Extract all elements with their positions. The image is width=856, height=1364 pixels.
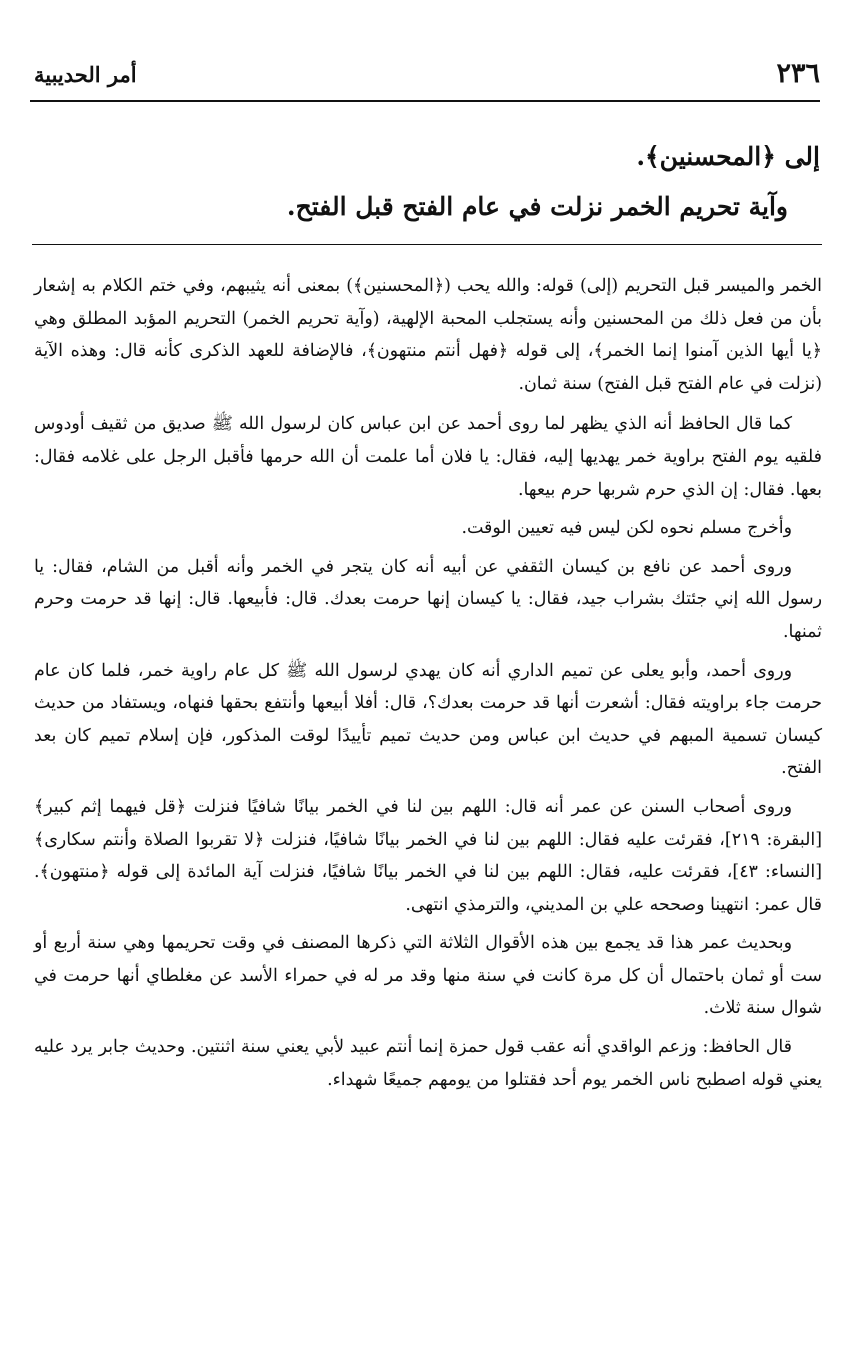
paragraph: الخمر والميسر قبل التحريم (إلى) قوله: والله يحب (﴿المحسنين﴾) بمعنى أنه يثيبهم، وفي ختم الكلام به إشعار بأن من فعل ذلك من المحسنين وأنه يستجلب المحبة الإلهية، (وآية تحريم الخمر) التحريم المؤبد المطلق وهي ﴿يا أيها الذين آمنوا إنما الخمر﴾، إلى قوله ﴿فهل أنتم منتهون﴾، فالإضافة للعهد الذكرى كأنه قال: وهذه الآية (نزلت في عام الفتح قبل الفتح) سنة ثمان. xyxy=(34,276,822,394)
matn-line: إلى ﴿المحسنين﴾. xyxy=(636,142,820,171)
paragraph: كما قال الحافظ أنه الذي يظهر لما روى أحمد عن ابن عباس كان لرسول الله ﷺ صديق من ثقيف أودوس فلقيه يوم الفتح براوية خمر يهديها إليه، فقال: يا فلان أما علمت أن الله حرمها فأقبل الرجل على غلامه فقال: بعها. فقال: إن الذي حرم شربها حرم بيعها. xyxy=(34,414,822,500)
paragraph: وروى أحمد عن نافع بن كيسان الثقفي عن أبيه أنه كان يتجر في الخمر وأنه أقبل من الشام، فقال: يا رسول الله إني جئتك بشراب جيد، فقال: يا كيسان إنها حرمت بعدك. قال: فأبيعها. قال: إنها قد حرمت وحرم ثمنها. xyxy=(34,556,822,642)
paragraph: قال الحافظ: وزعم الواقدي أنه عقب قول حمزة إنما أنتم عبيد لأبي يعني سنة اثنتين. وحديث جابر يرد عليه يعني قوله اصطبح ناس الخمر يوم أحد فقتلوا من يومهم جميعًا شهداء. xyxy=(34,1037,822,1090)
matn-line: وآية تحريم الخمر نزلت في عام الفتح قبل الفتح. xyxy=(286,192,788,221)
paragraph: وأخرج مسلم نحوه لكن ليس فيه تعيين الوقت. xyxy=(461,518,792,539)
paragraph: وبحديث عمر هذا قد يجمع بين هذه الأقوال الثلاثة التي ذكرها المصنف في وقت تحريمها وهي سنة أربع أو ست أو ثمان باحتمال أن كل مرة كانت في سنة منها وقد مر له في حمراء الأسد عن مغلطاي أنها حرمت في شوال سنة ثلاث. xyxy=(34,933,822,1019)
separator-rule xyxy=(32,244,822,245)
paragraph: وروى أصحاب السنن عن عمر أنه قال: اللهم بين لنا في الخمر بيانًا شافيًا فنزلت ﴿قل فيهما إثم كبير﴾ [البقرة: ٢١٩]، فقرئت عليه فقال: اللهم بين لنا في الخمر بيانًا شافيًا، فنزلت ﴿لا تقربوا الصلاة وأنتم سكارى﴾ [النساء: ٤٣]، فقرئت عليه، فقال: اللهم بين لنا في الخمر بيانًا شافيًا، فنزلت آية المائدة إلى قوله ﴿منتهون﴾. قال عمر: انتهينا وصححه علي بن المديني، والترمذي انتهى. xyxy=(34,796,822,915)
running-title: أمر الحديبية xyxy=(34,62,137,87)
paragraph: وروى أحمد، وأبو يعلى عن تميم الداري أنه كان يهدي لرسول الله ﷺ كل عام راوية خمر، فلما كان عام حرمت جاء براويته فقال: أشعرت أنها قد حرمت بعدك؟، قال: أفلا أبيعها وأنتفع بحقها فنهاه، ويستفاد من حديث كيسان تسمية المبهم في حديث ابن عباس ومن حديث تميم تأييدًا لوقت المذكور، فإن إسلام تميم كان بعد الفتح. xyxy=(34,660,822,779)
matn-text xyxy=(40,132,820,232)
page-header xyxy=(34,58,820,98)
commentary-text xyxy=(34,270,822,1102)
page-number: ٢٣٦ xyxy=(776,58,820,89)
header-rule xyxy=(30,100,820,102)
